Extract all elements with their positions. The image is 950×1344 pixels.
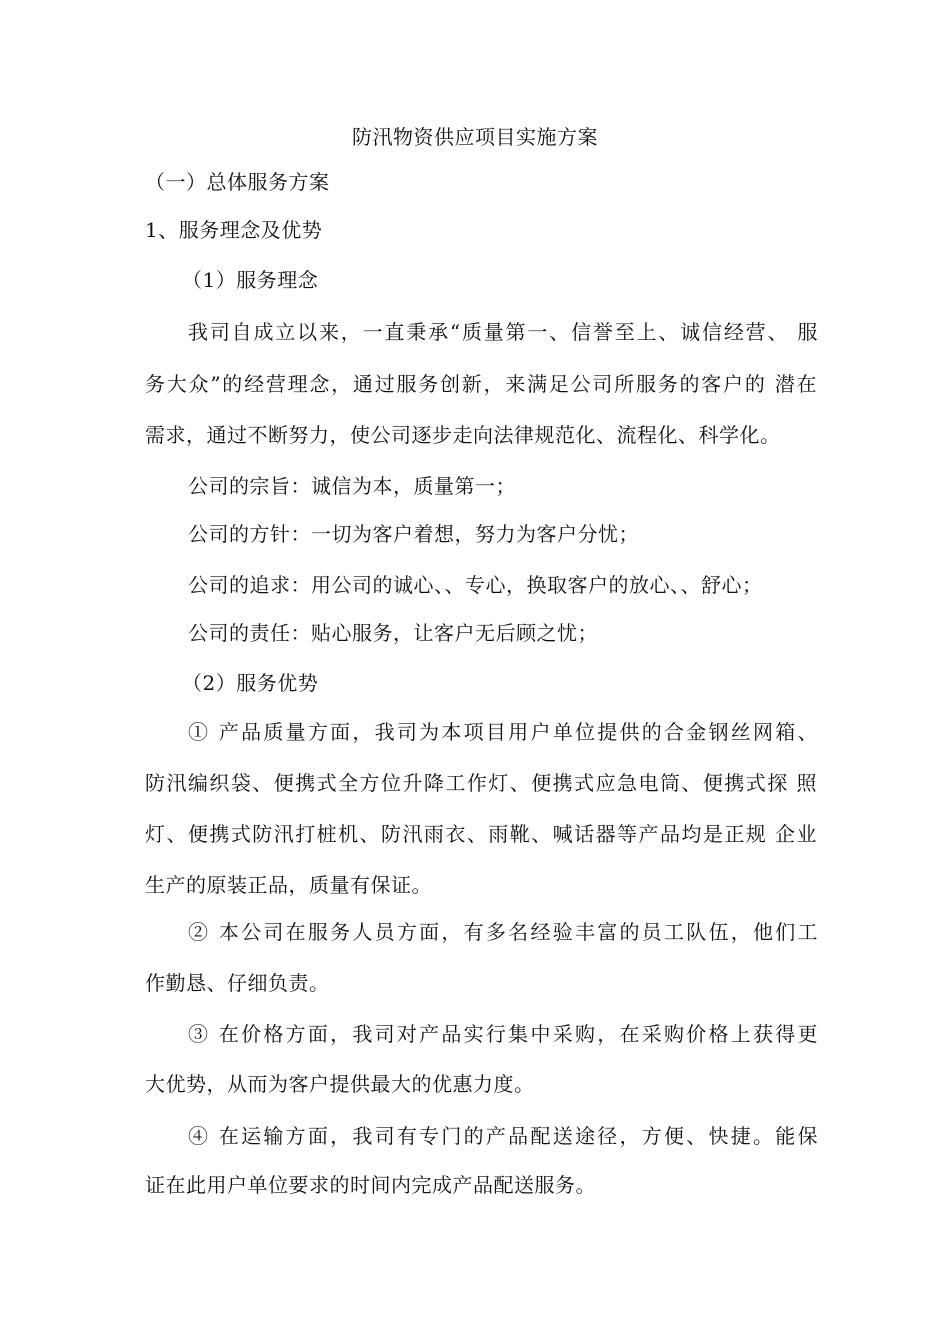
tenet-pursuit: 公司的追求：用公司的诚心、、专心，换取客户的放心、、舒心； (188, 573, 763, 597)
advantage-2-line-1: ② 本公司在服务人员方面，有多名经验丰富的员工队伍，他们工 (188, 920, 818, 944)
item-heading-advantages: （2）服务优势 (182, 671, 319, 695)
advantage-3-line-1: ③ 在价格方面，我司对产品实行集中采购，在采购价格上获得更 (188, 1022, 818, 1046)
tenet-responsibility: 公司的责任：贴心服务，让客户无后顾之忧； (188, 621, 598, 645)
advantage-1-line-3: 灯、便携式防汛打桩机、防汛雨衣、雨靴、喊话器等产品均是正规 企业 (145, 822, 817, 846)
advantage-3-line-2: 大优势，从而为客户提供最大的优惠力度。 (145, 1072, 535, 1096)
advantage-1-line-4: 生产的原装正品，质量有保证。 (145, 873, 432, 897)
advantage-1-line-2: 防汛编织袋、便携式全方位升降工作灯、便携式应急电筒、便携式探 照 (145, 771, 817, 795)
advantage-4-line-2: 证在此用户单位要求的时间内完成产品配送服务。 (145, 1173, 596, 1197)
tenet-policy: 公司的方针：一切为客户着想，努力为客户分忧； (188, 522, 639, 546)
philosophy-line-3: 需求，通过不断努力，使公司逐步走向法律规范化、流程化、科学化。 (145, 423, 781, 447)
advantage-4-line-1: ④ 在运输方面，我司有专门的产品配送途径，方便、快捷。能保 (188, 1124, 818, 1148)
philosophy-line-2: 务大众”的经营理念，通过服务创新，来满足公司所服务的客户的 潜在 (145, 372, 817, 396)
item-heading-philosophy: （1）服务理念 (182, 268, 319, 292)
advantage-2-line-2: 作勤恳、仔细负责。 (145, 971, 330, 995)
tenet-purpose: 公司的宗旨：诚信为本，质量第一； (188, 474, 516, 498)
philosophy-line-1: 我司自成立以来，一直秉承“质量第一、信誉至上、诚信经营、 服 (188, 320, 818, 344)
advantage-1-line-1: ① 产品质量方面，我司为本项目用户单位提供的合金钢丝网箱、 (188, 720, 818, 744)
document-title: 防汛物资供应项目实施方案 (352, 125, 598, 149)
subsection-heading: 1、服务理念及优势 (145, 218, 323, 242)
section-heading: （一）总体服务方案 (145, 170, 330, 194)
